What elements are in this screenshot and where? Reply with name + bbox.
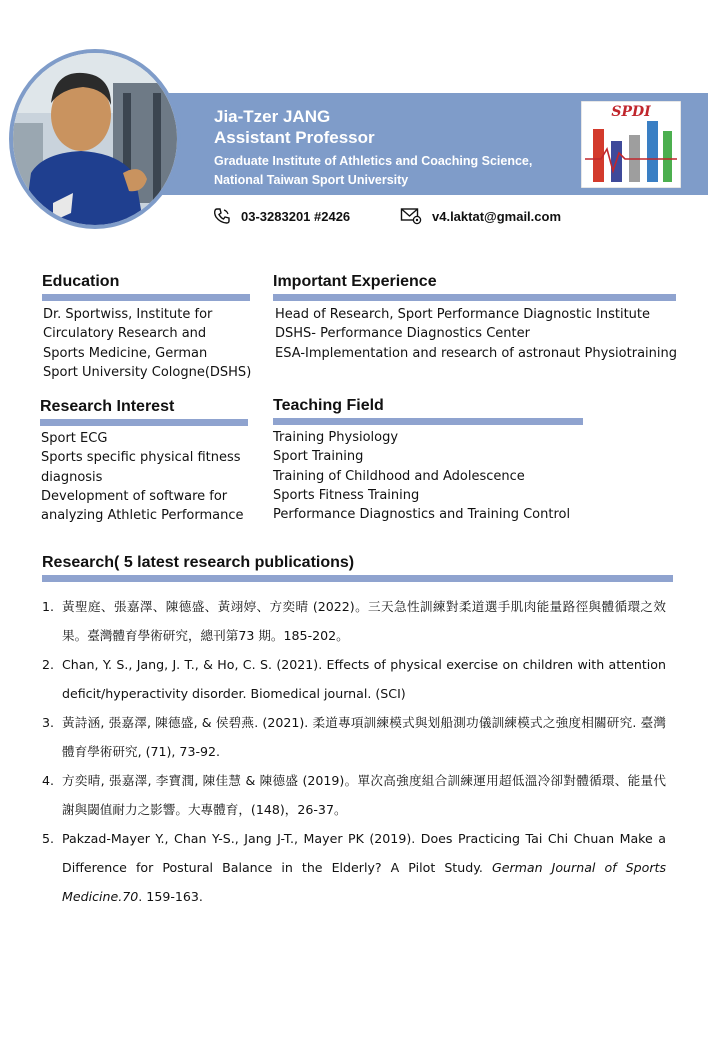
publications-heading: Research( 5 latest research publications) xyxy=(42,554,355,571)
publication-text: Chan, Y. S., Jang, J. T., & Ho, C. S. (2021). Effects of physical exercise on children with attention deficit/hyperactivity disorder. Biomedical journal. (SCI) xyxy=(62,657,666,701)
publication-number: 1. xyxy=(42,599,55,614)
email-contact[interactable] xyxy=(400,207,561,225)
research-interest-rule xyxy=(40,419,248,426)
research-interest-line: Sport ECG xyxy=(41,431,108,446)
publication-number: 4. xyxy=(42,773,55,788)
institute-line-1: Graduate Institute of Athletics and Coaching Science, xyxy=(214,154,533,168)
teaching-line: Performance Diagnostics and Training Control xyxy=(273,507,571,523)
publication-item xyxy=(42,824,666,911)
spdi-logo xyxy=(581,101,681,188)
education-list xyxy=(43,305,251,382)
experience-line: DSHS- Performance Diagnostics Center xyxy=(275,326,530,342)
experience-list xyxy=(275,305,677,363)
person-name: Jia-Tzer JANG xyxy=(214,107,331,126)
publications-list xyxy=(42,592,666,911)
publication-item xyxy=(42,766,666,824)
email-icon xyxy=(400,207,422,225)
experience-heading: Important Experience xyxy=(273,273,437,290)
profile-photo xyxy=(9,49,181,229)
publication-journal: German Journal of Sports Medicine.70 xyxy=(62,860,667,904)
publication-item xyxy=(42,650,666,708)
publication-item xyxy=(42,592,666,650)
institute-line-2: National Taiwan Sport University xyxy=(214,173,409,187)
experience-line: ESA-Implementation and research of astronaut Physiotraining xyxy=(275,345,677,361)
research-interest-heading: Research Interest xyxy=(40,398,175,415)
publications-rule xyxy=(42,575,673,582)
research-interest-line: diagnosis xyxy=(41,469,103,485)
publication-item xyxy=(42,708,666,766)
research-interest-list xyxy=(41,429,244,525)
publication-text: 黃聖庭、張嘉澤、陳德盛、黃翊婷、方奕晴 (2022)。三天急性訓練對柔道選手肌肉能量路徑與體循環之效果。臺灣體育學術研究，總刊第73 期。185-202。 xyxy=(62,599,666,643)
education-line: Circulatory Research and xyxy=(43,326,207,342)
publication-pages: . 159-163. xyxy=(138,889,203,904)
publication-text: Pakzad-Mayer Y., Chan Y-S., Jang J-T., Mayer PK (2019). Does Practicing Tai Chi Chuan Make a Difference for Postural Balance in the Elderly? A Pilot Study. German Journal of Sports Medicine.70. 159-163. xyxy=(62,831,667,904)
publication-number: 3. xyxy=(42,715,55,730)
person-title: Assistant Professor xyxy=(214,128,375,147)
teaching-line: Training of Childhood and Adolescence xyxy=(273,468,525,484)
education-line: Sport University Cologne(DSHS) xyxy=(43,364,252,380)
logo-text: SPDI xyxy=(611,104,651,120)
publication-number: 5. xyxy=(42,831,55,846)
email-address: v4.laktat@gmail.com xyxy=(432,208,562,224)
education-line: Dr. Sportwiss, Institute for xyxy=(43,307,213,322)
teaching-line: Sports Fitness Training xyxy=(273,487,420,503)
teaching-rule xyxy=(273,418,583,425)
education-rule xyxy=(42,294,250,301)
phone-number: 03-3283201 #2426 xyxy=(241,208,351,224)
education-line: Sports Medicine, German xyxy=(43,345,208,361)
teaching-heading: Teaching Field xyxy=(273,397,384,414)
experience-rule xyxy=(273,294,676,301)
publication-text: 黃詩涵, 張嘉澤, 陳德盛, & 侯碧燕. (2021). 柔道專項訓練模式與划船測功儀訓練模式之強度相關研究. 臺灣體育學術研究, (71), 73-92. xyxy=(62,715,666,759)
publication-number: 2. xyxy=(42,657,55,672)
research-interest-line: Sports specific physical fitness xyxy=(41,450,241,466)
education-heading: Education xyxy=(42,273,120,290)
teaching-list xyxy=(273,428,570,524)
phone-icon xyxy=(213,207,231,225)
phone-contact[interactable] xyxy=(213,207,350,225)
teaching-line: Sport Training xyxy=(273,449,364,465)
research-interest-line: Development of software for xyxy=(41,488,228,504)
research-interest-line: analyzing Athletic Performance xyxy=(41,508,244,524)
experience-line: Head of Research, Sport Performance Diagnostic Institute xyxy=(275,307,651,322)
publication-text: 方奕晴, 張嘉澤, 李寶潤, 陳佳慧 & 陳德盛 (2019)。單次高強度組合訓練運用超低溫冷卻對體循環、能量代謝與閾值耐力之影響。大專體育，(148)，26-37。 xyxy=(62,773,666,817)
teaching-line: Training Physiology xyxy=(273,430,399,445)
